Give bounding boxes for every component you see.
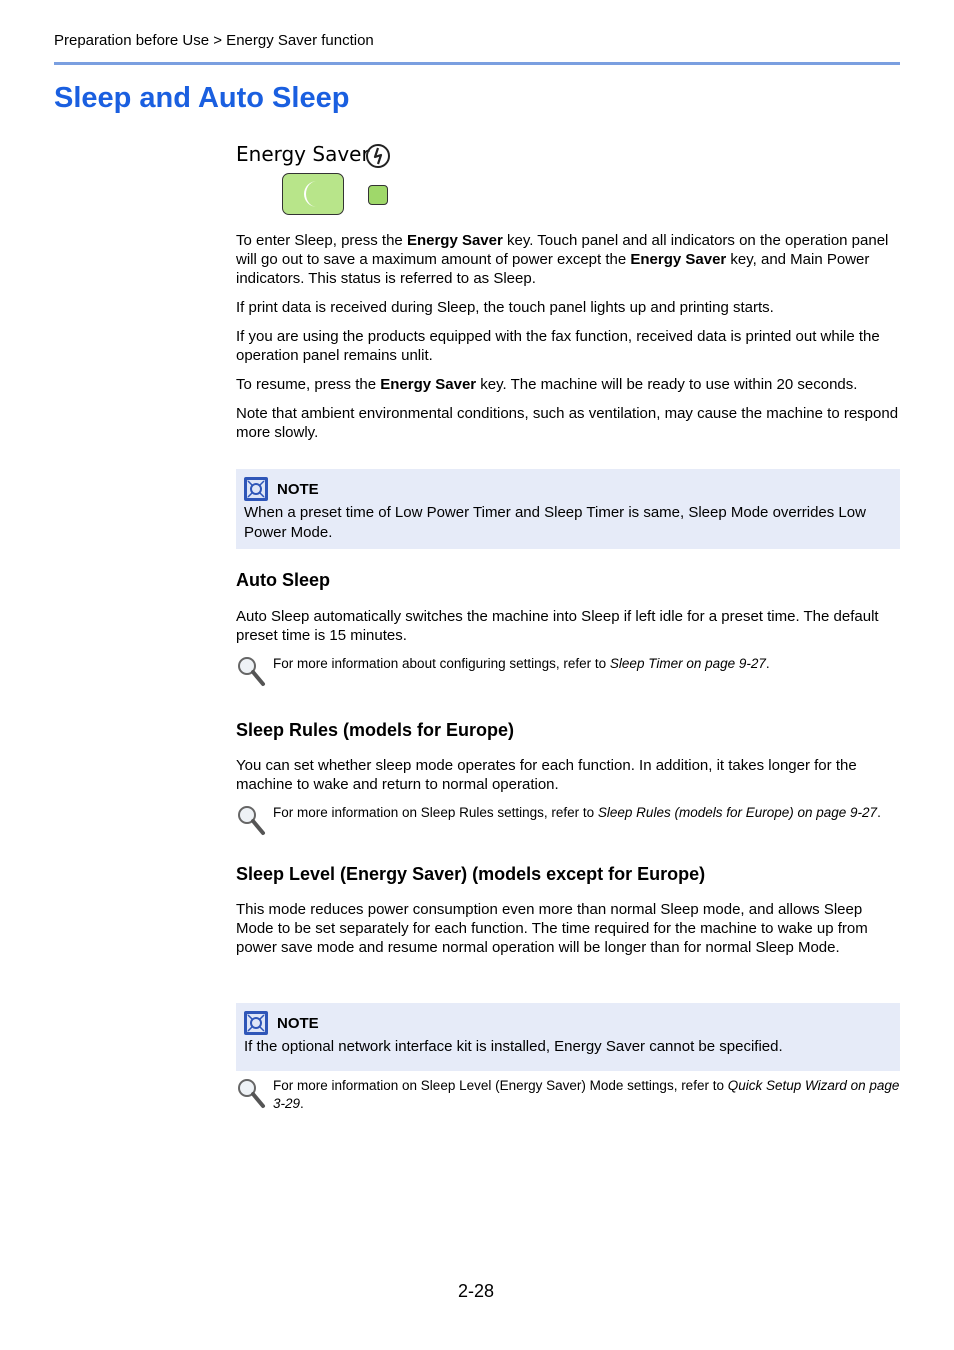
sleep-level-reference: For more information on Sleep Level (Energy Saver) Mode settings, refer to Quick Setup Wizard on page 3-29.	[236, 1077, 900, 1113]
sleep-rules-body: You can set whether sleep mode operates for each function. In addition, it takes longer for the machine to wake and return to normal operation.	[236, 757, 857, 793]
note-text: If the optional network interface kit is installed, Energy Saver cannot be specified.	[244, 1038, 783, 1055]
energy-saver-label: Energy Saver	[236, 142, 370, 166]
sleep-level-body: This mode reduces power consumption even more than normal Sleep mode, and allows Sleep Mode to be set separately for each function. The time required for the machine to wake up from power save mode and resume normal operation will be longer than for normal Sleep Mode.	[236, 901, 868, 956]
intro-paragraph-4: To resume, press the Energy Saver key. The machine will be ready to use within 20 seconds.	[236, 376, 858, 393]
intro-paragraph-3: If you are using the products equipped with the fax function, received data is printed out while the operation panel remains unlit.	[236, 328, 880, 364]
sleep-level-heading: Sleep Level (Energy Saver) (models except for Europe)	[236, 864, 706, 884]
power-icon	[365, 143, 391, 169]
breadcrumb: Preparation before Use > Energy Saver function	[54, 32, 374, 49]
note-box	[236, 469, 900, 549]
intro-paragraph-5: Note that ambient environmental conditions, such as ventilation, may cause the machine to respond more slowly.	[236, 405, 899, 441]
sleep-rules-reference: For more information on Sleep Rules settings, refer to Sleep Rules (models for Europe) on page 9-27.	[236, 804, 900, 836]
sleep-rules-link[interactable]: Sleep Rules (models for Europe) on page 9-27	[597, 805, 878, 820]
moon-icon	[283, 174, 342, 213]
magnifier-icon	[236, 804, 266, 836]
note-box	[236, 1003, 900, 1071]
quick-setup-wizard-link[interactable]: Quick Setup Wizard on page 3-29	[273, 1078, 900, 1111]
page-number: 2-28	[458, 1281, 495, 1301]
energy-saver-key[interactable]	[282, 173, 344, 215]
note-icon	[244, 477, 268, 501]
note-text: When a preset time of Low Power Timer and Sleep Timer is same, Sleep Mode overrides Low Power Mode.	[244, 504, 866, 541]
note-icon	[244, 1011, 268, 1035]
intro-paragraph-1: To enter Sleep, press the Energy Saver key. Touch panel and all indicators on the operation panel will go out to save a maximum amount of power except the Energy Saver key, and Main Power indicators. This status is referred to as Sleep.	[236, 232, 889, 287]
note-label: NOTE	[277, 480, 319, 498]
header-rule	[54, 62, 900, 65]
auto-sleep-reference: For more information about configuring settings, refer to Sleep Timer on page 9-27.	[236, 655, 900, 687]
note-label: NOTE	[277, 1014, 319, 1032]
intro-paragraph-2: If print data is received during Sleep, the touch panel lights up and printing starts.	[236, 299, 774, 316]
auto-sleep-heading: Auto Sleep	[236, 570, 331, 590]
auto-sleep-body: Auto Sleep automatically switches the machine into Sleep if left idle for a preset time. The default preset time is 15 minutes.	[236, 608, 879, 644]
magnifier-icon	[236, 1077, 266, 1109]
sleep-rules-heading: Sleep Rules (models for Europe)	[236, 720, 515, 740]
energy-saver-indicator	[368, 185, 388, 205]
page-title: Sleep and Auto Sleep	[54, 82, 350, 114]
sleep-timer-link[interactable]: Sleep Timer on page 9-27	[609, 656, 766, 671]
magnifier-icon	[236, 655, 266, 687]
